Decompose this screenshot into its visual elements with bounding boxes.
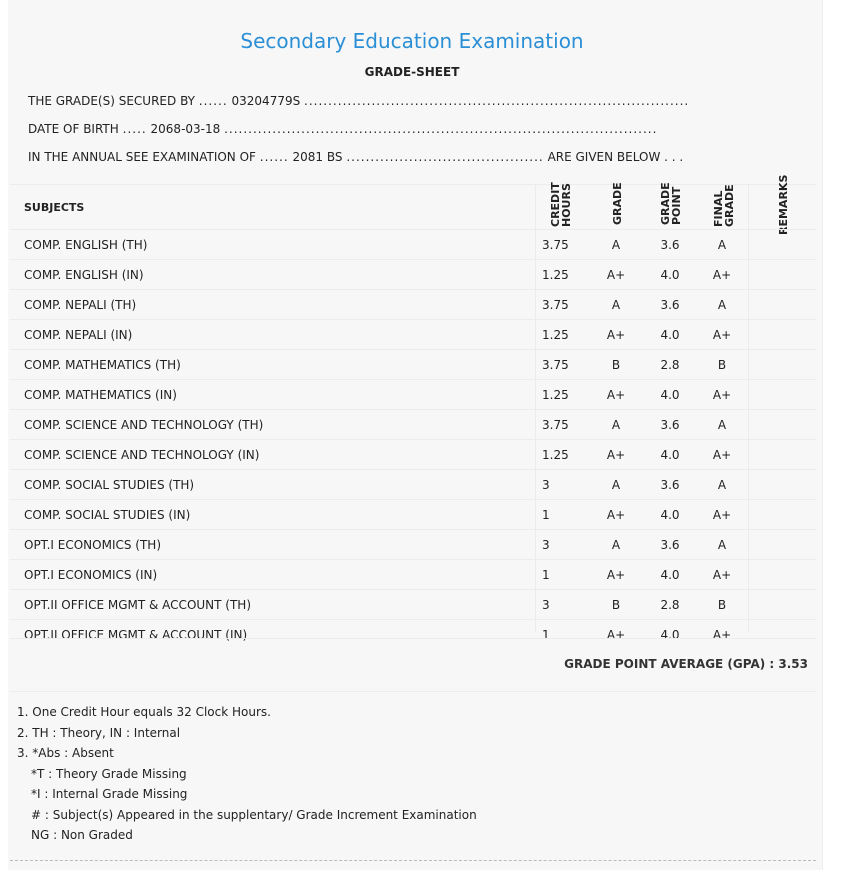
grade-cell: B xyxy=(611,357,621,372)
final-grade-header: FINAL GRADE xyxy=(712,184,736,227)
grade-point-cell: 4.0 xyxy=(660,507,680,522)
table-row xyxy=(10,259,816,289)
grade-point-cell: 2.8 xyxy=(660,597,680,612)
grade-point-cell: 4.0 xyxy=(660,267,680,282)
final-grade-cell: A+ xyxy=(712,507,732,522)
note-sub-item: # : Subject(s) Appeared in the supplentary/ Grade Increment Examination xyxy=(31,807,477,822)
secured-by-line xyxy=(28,94,689,108)
subject-cell: COMP. MATHEMATICS (IN) xyxy=(24,387,177,402)
grade-cell: A xyxy=(611,477,621,492)
table-row xyxy=(10,229,816,259)
credit-hours-cell: 3 xyxy=(542,537,550,552)
grade-point-cell: 4.0 xyxy=(660,447,680,462)
final-grade-cell: A+ xyxy=(712,267,732,282)
subject-cell: COMP. NEPALI (IN) xyxy=(24,327,133,342)
credit-hours-cell: 3.75 xyxy=(542,297,569,312)
grade-point-cell: 3.6 xyxy=(660,477,680,492)
exam-line xyxy=(28,150,683,164)
grade-sheet-heading: GRADE-SHEET xyxy=(364,65,460,79)
credit-hours-cell: 3 xyxy=(542,477,550,492)
grade-cell: A+ xyxy=(606,627,626,642)
table-row xyxy=(10,469,816,499)
grade-cell: A+ xyxy=(606,327,626,342)
gpa-row xyxy=(10,638,816,692)
grade-cell: A xyxy=(611,237,621,252)
exam-year: 2081 BS xyxy=(292,150,343,164)
dot-leader: ...... xyxy=(259,150,289,164)
subject-cell: OPT.I ECONOMICS (IN) xyxy=(24,567,158,582)
note-sub-item: NG : Non Graded xyxy=(31,828,133,842)
table-header-row xyxy=(10,174,816,235)
table-row xyxy=(10,379,816,409)
subjects-header: SUBJECTS xyxy=(24,200,85,214)
table-row xyxy=(10,289,816,319)
remarks-header: REMARKS xyxy=(777,174,790,235)
final-grade-cell: A xyxy=(717,537,727,552)
credit-hours-header: CREDIT HOURS xyxy=(549,182,573,227)
grade-point-cell: 3.6 xyxy=(660,537,680,552)
table-row xyxy=(10,529,816,559)
final-grade-cell: A xyxy=(717,237,727,252)
grade-cell: A xyxy=(611,297,621,312)
table-row xyxy=(10,349,816,379)
subject-cell: OPT.II OFFICE MGMT & ACCOUNT (IN) xyxy=(24,627,248,642)
subject-cell: COMP. SOCIAL STUDIES (TH) xyxy=(24,477,195,492)
grade-point-cell: 3.6 xyxy=(660,297,680,312)
credit-hours-cell: 3.75 xyxy=(542,417,569,432)
subject-cell: OPT.I ECONOMICS (TH) xyxy=(24,537,162,552)
credit-hours-cell: 3 xyxy=(542,597,550,612)
subject-cell: COMP. SCIENCE AND TECHNOLOGY (TH) xyxy=(24,417,264,432)
credit-hours-cell: 1.25 xyxy=(542,387,569,402)
table-row xyxy=(10,409,816,439)
final-grade-cell: A xyxy=(717,297,727,312)
grade-point-cell: 4.0 xyxy=(660,627,680,642)
final-grade-cell: A+ xyxy=(712,327,732,342)
final-grade-cell: B xyxy=(717,357,727,372)
grade-point-cell: 4.0 xyxy=(660,387,680,402)
subject-cell: COMP. MATHEMATICS (TH) xyxy=(24,357,181,372)
page-title: Secondary Education Examination xyxy=(240,29,584,53)
credit-hours-cell: 1.25 xyxy=(542,327,569,342)
dob-line xyxy=(28,122,657,136)
grade-cell: A+ xyxy=(606,507,626,522)
notes-section xyxy=(17,702,477,846)
final-grade-cell: A+ xyxy=(712,627,732,642)
grade-table xyxy=(10,174,816,649)
subject-cell: OPT.II OFFICE MGMT & ACCOUNT (TH) xyxy=(24,597,252,612)
credit-hours-cell: 3.75 xyxy=(542,357,569,372)
subject-cell: COMP. NEPALI (TH) xyxy=(24,297,137,312)
subject-cell: COMP. SCIENCE AND TECHNOLOGY (IN) xyxy=(24,447,260,462)
credit-hours-cell: 1 xyxy=(542,507,550,522)
final-grade-cell: A xyxy=(717,417,727,432)
table-body xyxy=(10,229,816,649)
exam-suffix: ARE GIVEN BELOW . . . xyxy=(547,150,684,164)
grade-cell: A+ xyxy=(606,567,626,582)
dob-label: DATE OF BIRTH xyxy=(28,122,119,136)
note-sub-item: *T : Theory Grade Missing xyxy=(31,766,187,781)
grade-point-cell: 4.0 xyxy=(660,327,680,342)
credit-hours-cell: 1 xyxy=(542,627,550,642)
credit-hours-cell: 1 xyxy=(542,567,550,582)
final-grade-cell: A xyxy=(717,477,727,492)
grade-cell: B xyxy=(611,597,621,612)
grade-header: GRADE xyxy=(611,182,624,225)
credit-hours-cell: 3.75 xyxy=(542,237,569,252)
gpa-value: GRADE POINT AVERAGE (GPA) : 3.53 xyxy=(564,657,808,671)
symbol-number: 03204779S xyxy=(231,94,301,108)
grade-cell: A xyxy=(611,537,621,552)
final-grade-cell: B xyxy=(717,597,727,612)
dashed-divider xyxy=(10,860,816,861)
table-row xyxy=(10,319,816,349)
grade-point-cell: 4.0 xyxy=(660,567,680,582)
dot-leader: ..... xyxy=(122,122,147,136)
final-grade-cell: A+ xyxy=(712,567,732,582)
table-row xyxy=(10,499,816,529)
note-item: 2. TH : Theory, IN : Internal xyxy=(17,725,181,740)
grade-cell: A+ xyxy=(606,447,626,462)
dot-leader: ......................................... xyxy=(346,150,544,164)
subject-cell: COMP. ENGLISH (IN) xyxy=(24,267,144,282)
final-grade-cell: A+ xyxy=(712,447,732,462)
subject-cell: COMP. ENGLISH (TH) xyxy=(24,237,148,252)
table-row xyxy=(10,589,816,619)
credit-hours-cell: 1.25 xyxy=(542,447,569,462)
note-item: 3. *Abs : Absent xyxy=(17,746,114,760)
grade-cell: A+ xyxy=(606,267,626,282)
secured-by-label: THE GRADE(S) SECURED BY xyxy=(28,94,195,108)
grade-cell: A+ xyxy=(606,387,626,402)
grade-point-header: GRADE POINT xyxy=(659,182,683,225)
grade-sheet-panel xyxy=(8,0,823,870)
dob-value: 2068-03-18 xyxy=(150,122,221,136)
final-grade-cell: A+ xyxy=(712,387,732,402)
note-item: 1. One Credit Hour equals 32 Clock Hours. xyxy=(17,705,271,719)
grade-cell: A xyxy=(611,417,621,432)
grade-point-cell: 3.6 xyxy=(660,417,680,432)
table-row xyxy=(10,559,816,589)
subject-cell: COMP. SOCIAL STUDIES (IN) xyxy=(24,507,191,522)
credit-hours-cell: 1.25 xyxy=(542,267,569,282)
table-row xyxy=(10,439,816,469)
dot-leader: ...... xyxy=(198,94,228,108)
grade-point-cell: 2.8 xyxy=(660,357,680,372)
note-sub-item: *I : Internal Grade Missing xyxy=(31,787,188,801)
dot-leader: ................................................................................ xyxy=(304,94,690,108)
grade-point-cell: 3.6 xyxy=(660,237,680,252)
exam-label: IN THE ANNUAL SEE EXAMINATION OF xyxy=(28,150,256,164)
dot-leader: .......................................................................................... xyxy=(224,122,658,136)
